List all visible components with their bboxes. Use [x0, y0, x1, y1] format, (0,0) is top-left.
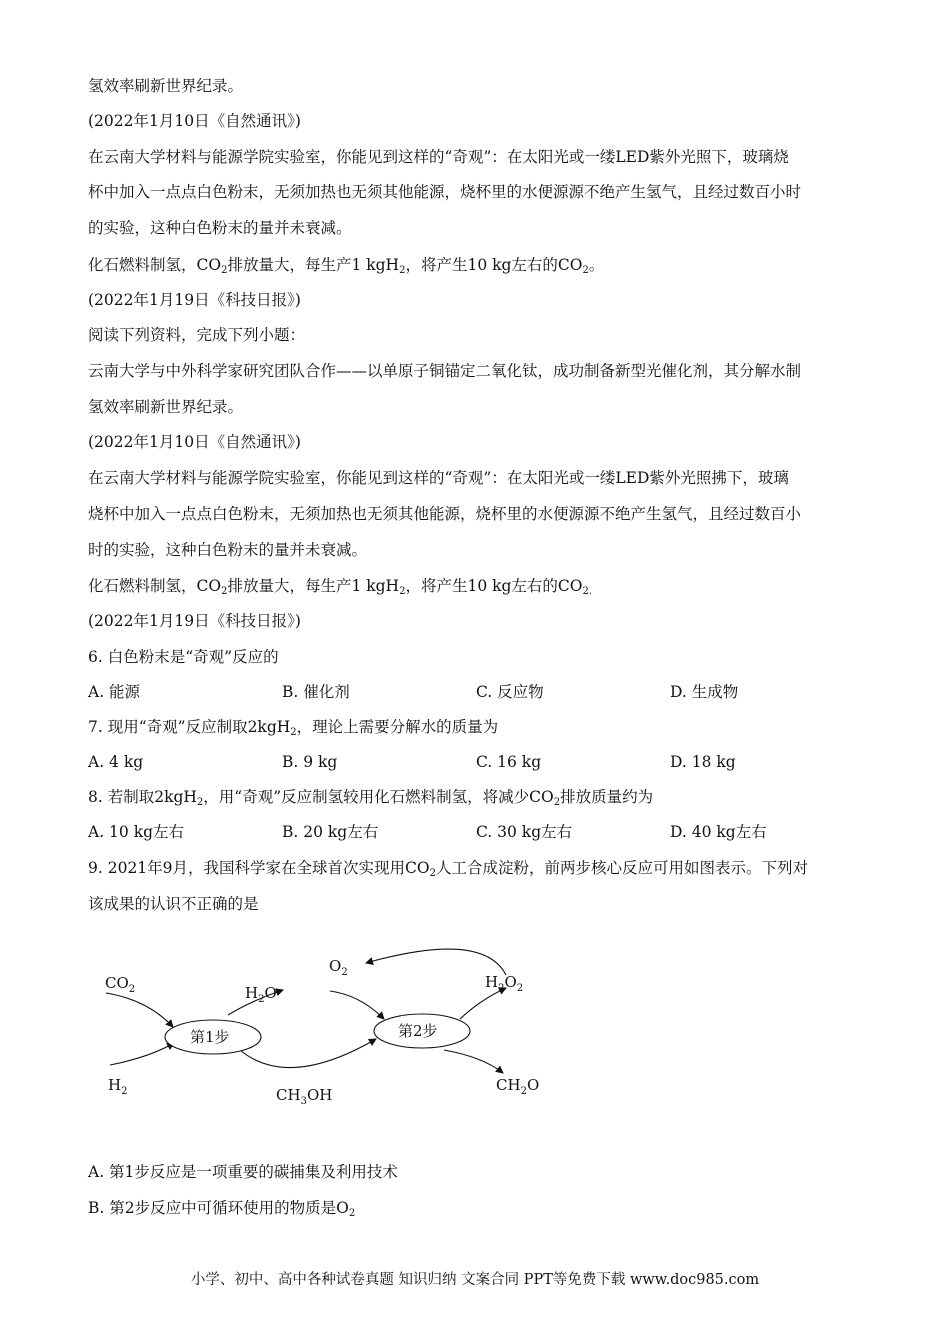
question-6-option-d: D. 生成物	[670, 683, 739, 701]
h2o2-label: $H_2O_2$	[485, 973, 524, 994]
question-9-option-a: A. 第1步反应是一项重要的碳捕集及利用技术	[88, 1163, 398, 1181]
passage-line: 化石燃料制氢，$CO_2$排放量大，每生产1 kgH$_2$，将产生10 kg左右的$CO_2$。	[88, 256, 605, 276]
question-8-stem: 8. 若制取2kgH$_2$，用“奇观”反应制氢较用化石燃料制氢，将减少$CO_2$排放质量约为	[88, 788, 654, 808]
step1-label: 第1步	[190, 1028, 230, 1046]
question-8-option-b: B. 20 kg左右	[282, 823, 379, 841]
arrow-co2-to-step1	[106, 993, 173, 1027]
reaction-diagram	[88, 945, 558, 1110]
passage-line: 氢效率刷新世界纪录。	[88, 77, 244, 95]
question-7-option-c: C. 16 kg	[476, 753, 542, 771]
instruction-line: 阅读下列资料，完成下列小题：	[88, 326, 306, 344]
question-9-stem: 该成果的认识不正确的是	[88, 895, 259, 913]
source-citation: (2022年1月19日《科技日报》)	[88, 612, 301, 630]
passage-line: 云南大学与中外科学家研究团队合作——以单原子铜锚定二氧化钛，成功制备新型光催化剂，其分解水制	[88, 362, 802, 380]
question-6-stem: 6. 白色粉末是“奇观”反应的	[88, 648, 279, 666]
passage-line: 烧杯中加入一点点白色粉末，无须加热也无须其他能源，烧杯里的水便源源不绝产生氢气，且经过数百小	[88, 505, 802, 523]
page-footer: 小学、初中、高中各种试卷真题 知识归纳 文案合同 PPT等免费下载 www.doc985.com	[190, 1272, 760, 1288]
source-citation: (2022年1月10日《自然通讯》)	[88, 433, 301, 451]
question-6-option-c: C. 反应物	[476, 683, 544, 701]
h2o-label: $H_2O$	[245, 984, 277, 1005]
ch2o-label: $CH_2O$	[496, 1076, 540, 1097]
passage-line: 的实验，这种白色粉末的量并未衰减。	[88, 219, 352, 237]
question-6-option-b: B. 催化剂	[282, 683, 350, 701]
question-8-option-a: A. 10 kg左右	[88, 823, 185, 841]
question-7-option-a: A. 4 kg	[88, 753, 144, 771]
passage-line: 化石燃料制氢，$CO_2$排放量大，每生产1 kgH$_2$，将产生10 kg左右的$CO_{2.}$	[88, 577, 593, 597]
arrow-step1-to-step2	[240, 1039, 376, 1068]
question-9-option-b: B. 第2步反应中可循环使用的物质是$O_2$	[88, 1199, 356, 1219]
arrow-h2o2-recycle-o2	[366, 949, 506, 975]
source-citation: (2022年1月19日《科技日报》)	[88, 291, 301, 309]
step2-label: 第2步	[398, 1022, 438, 1040]
co2-label: $CO_2$	[105, 974, 136, 995]
question-8-option-c: C. 30 kg左右	[476, 823, 573, 841]
arrow-step2-to-ch2o	[444, 1050, 503, 1073]
passage-line: 杯中加入一点点白色粉末，无须加热也无须其他能源，烧杯里的水便源源不绝产生氢气，且经过数百小时	[88, 183, 802, 201]
question-8-option-d: D. 40 kg左右	[670, 823, 767, 841]
arrow-h2-to-step1	[110, 1043, 174, 1065]
question-9-stem: 9. 2021年9月，我国科学家在全球首次实现用$CO_2$人工合成淀粉，前两步核心反应可用如图表示。下列对	[88, 859, 808, 879]
ch3oh-label: $CH_3OH$	[276, 1086, 333, 1107]
question-7-option-d: D. 18 kg	[670, 753, 736, 771]
passage-line: 时的实验，这种白色粉末的量并未衰减。	[88, 541, 368, 559]
question-7-option-b: B. 9 kg	[282, 753, 338, 771]
passage-line: 氢效率刷新世界纪录。	[88, 398, 244, 416]
question-7-stem: 7. 现用“奇观”反应制取2kgH$_2$，理论上需要分解水的质量为	[88, 718, 499, 738]
question-6-option-a: A. 能源	[88, 683, 141, 701]
arrow-o2-to-step2	[330, 991, 384, 1019]
passage-line: 在云南大学材料与能源学院实验室，你能见到这样的“奇观”：在太阳光或一缕LED紫外光照拂下，玻璃	[88, 469, 789, 487]
source-citation: (2022年1月10日《自然通讯》)	[88, 112, 301, 130]
passage-line: 在云南大学材料与能源学院实验室，你能见到这样的“奇观”：在太阳光或一缕LED紫外光照下，玻璃烧	[88, 148, 789, 166]
h2-label: $H_2$	[108, 1076, 128, 1097]
o2-label: $O_2$	[329, 957, 348, 978]
